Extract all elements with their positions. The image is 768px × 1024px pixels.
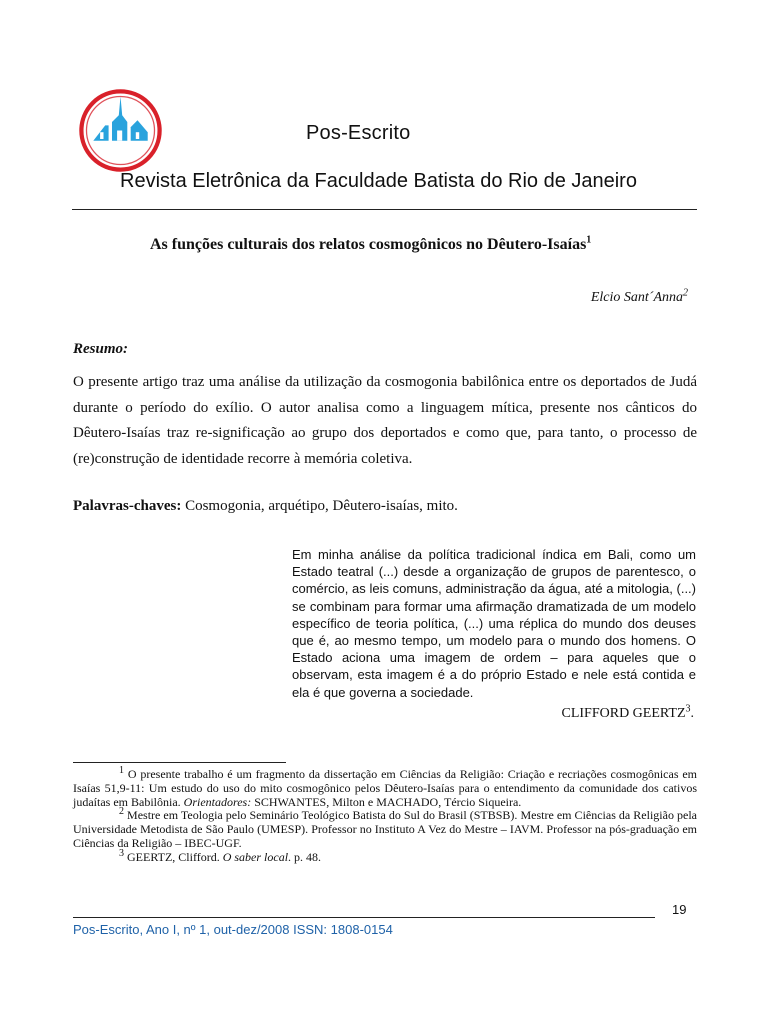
abstract-text: O presente artigo traz uma análise da utilização da cosmogonia babilônica entre os deportados de Judá durante o período do exílio. O autor analisa como a linguagem mítica, presente nos cânticos do Dêutero-Isaías traz re-significação ao grupo dos deportados e como que, para tanto, o processo de (re)construção de identidade recorre à memória coletiva.: [73, 374, 697, 467]
footnote-3: [73, 847, 697, 865]
author-name: Elcio Sant´Anna: [590, 290, 683, 305]
abstract-label: Resumo:: [73, 341, 129, 357]
epigraph-author-period: .: [690, 706, 694, 721]
article-title-text: As funções culturais dos relatos cosmogônicos no Dêutero-Isaías: [150, 236, 587, 253]
footnote-divider: [73, 762, 286, 763]
footnote-text: O presente trabalho é um fragmento da dissertação em Ciências da Religião: Criação e recriações cosmogônicas em Isaías 51,9-11: Um estudo do uso do mito cosmogônico pelos Dêutero-Isaías para o entendimento da comunidade dos cativos judaítas em Babilônia.: [73, 767, 697, 809]
footer-divider: [73, 917, 655, 918]
footnote-number: 2: [119, 806, 124, 818]
epigraph-footnote-ref[interactable]: 3: [685, 703, 691, 715]
page-number: 19: [672, 902, 687, 917]
header-divider: [72, 209, 697, 210]
keywords-text: Cosmogonia, arquétipo, Dêutero-isaías, mito.: [181, 498, 458, 514]
article-author: [590, 287, 688, 306]
church-seal-icon: [78, 88, 163, 173]
footnote-number: 1: [119, 765, 124, 776]
journal-name: Pos-Escrito: [306, 122, 411, 144]
author-footnote-ref[interactable]: 2: [683, 287, 688, 299]
footnote-italic: Orientadores:: [183, 794, 252, 809]
title-footnote-ref[interactable]: 1: [586, 234, 592, 246]
epigraph-author-name: CLIFFORD GEERTZ: [561, 706, 686, 721]
footnote-number: 3: [119, 847, 124, 859]
footnotes: [73, 765, 697, 865]
epigraph-author: [561, 703, 695, 722]
footnote-text: GEERTZ, Clifford.: [124, 849, 223, 864]
footnote-2: [73, 806, 697, 850]
footnote-text: Mestre em Teologia pelo Seminário Teológico Batista do Sul do Brasil (STBSB). Mestre em Ciências da Religião pela Universidade Metodista de São Paulo (UMESP). Professor no Instituto A Vez do Mestre – IAVM. Professor na pós-graduação em Ciências da Religião – IBEC-UGF.: [73, 808, 697, 850]
footnote-italic: O saber local: [222, 849, 289, 864]
footer-citation: Pos-Escrito, Ano I, nº 1, out-dez/2008 ISSN: 1808-0154: [73, 922, 393, 937]
footnote-1: [73, 765, 697, 809]
epigraph-quote: Em minha análise da política tradicional índica em Bali, como um Estado teatral (...) desde a organização de grupos de parentesco, o comércio, as leis comuns, administração da água, até a mitologia, (...) se combinam para formar uma afirmação dramatizada de um modelo específico de teoria política, (...) uma réplica do mundo dos deuses que é, ao mesmo tempo, um modelo para o mundo dos homens. O Estado aciona uma imagem de ordem – para aqueles que o observam, esta imagem é a do próprio Estado e nele está contida e ela é que governa a sociedade.: [292, 547, 696, 700]
article-title: [150, 236, 591, 254]
keywords-label: Palavras-chaves:: [73, 498, 182, 514]
footnote-text: . p. 48.: [288, 849, 322, 864]
journal-subtitle: Revista Eletrônica da Faculdade Batista do Rio de Janeiro: [120, 170, 637, 192]
footnote-text: SCHWANTES, Milton e MACHADO, Tércio Siqueira.: [251, 794, 522, 809]
keywords: [73, 498, 458, 515]
